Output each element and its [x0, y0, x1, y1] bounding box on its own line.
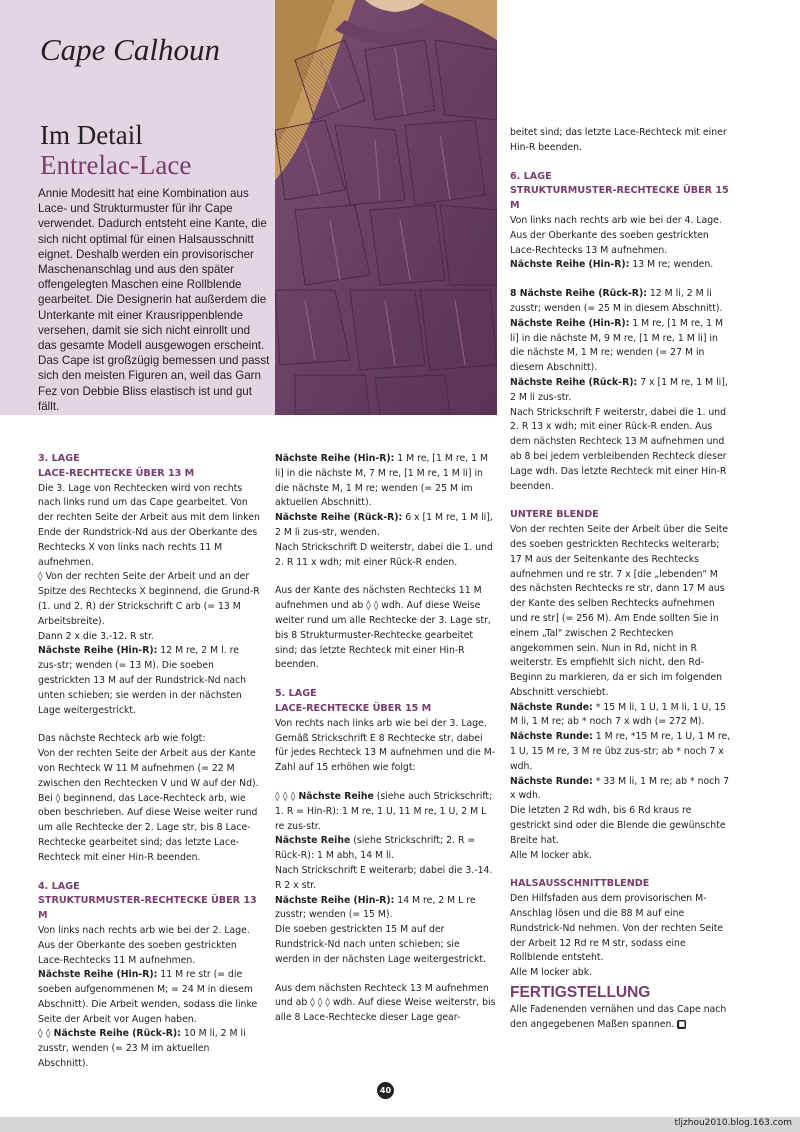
paragraph: Dann 2 x die 3.-12. R str. [38, 630, 154, 642]
paragraph: Die 3. Lage von Rechtecken wird von rechts nach links rund um das Cape gearbeitet. Von der rechten Seite der Arbeit aus mit dem linken Ende der Rundstrick-Nd aus der Oberkante des Rechtecks X von links nach rechts 11 M aufnehmen. [38, 482, 260, 568]
row-text: (siehe auch Strickschrift; 1. R = Hin-R): 1 M re, 1 U, 11 M re, 1 U, 2 M L re zus-str. [275, 790, 493, 832]
section-5-subheading: LACE-RECHTECKE ÜBER 15 M [275, 702, 432, 714]
intro-text [38, 186, 270, 414]
paragraph: Von der rechten Seite der Arbeit aus der Kante von Rechteck W 11 M aufnehmen (= 22 M zwischen den Rechtecken V und W auf der Nd). Bei ◊ beginnend, das Lace-Rechteck arb, wie oben beschrieben. Auf diese Weise weiter rund um alle Rechtecke der 2. Lage str, bis 8 Lace-Rechtecke gearbeitet sind; das letzte Lace-Rechteck mit einer Hin-R beenden. [38, 748, 259, 863]
detail-subtitle: Entrelac-Lace [40, 150, 192, 180]
paragraph [38, 644, 260, 718]
section-3-heading: 3. LAGE [38, 453, 80, 464]
row-label: Nächste Runde: [510, 775, 593, 787]
column-3 [510, 126, 732, 1033]
row-label: Nächste Reihe (Hin-R): [275, 453, 395, 464]
paragraph [510, 287, 732, 317]
row-text: * 15 M li, 1 U, 1 M li, 1 U, 15 M li, 1 M re; ab * noch 7 x wdh (= 272 M). [510, 701, 727, 728]
paragraph: Von links nach rechts arb wie bei der 2. Lage. Aus der Oberkante des soeben gestrickten Lace-Rechtecks 11 M aufnehmen. [38, 924, 250, 966]
paragraph [275, 834, 497, 864]
cape-title: Cape Calhoun [40, 32, 220, 67]
paragraph [510, 258, 732, 273]
row-label: Nächste Reihe (Hin-R): [38, 645, 158, 657]
row-text: 12 M re, 2 M l. re zus-str; wenden (= 13 M). Die soeben gestrickten 13 M auf der Rundstrick-Nd nach unten schieben; sie werden in der nächsten Lage weitergestrickt. [38, 645, 247, 716]
paragraph [275, 790, 497, 834]
row-text: (siehe Strickschrift; 2. R = Rück-R): 1 M abh, 14 M li. [275, 835, 476, 862]
knit-texture-image [275, 0, 497, 415]
paragraph: Aus der Kante des nächsten Rechtecks 11 M aufnehmen und ab ◊ ◊ wdh. Auf diese Weise weiter rund um alle Rechtecke der 3. Lage str, bis 8 Strukturmuster-Rechtecke gearbeitet sind; das letzte Rechteck mit einer Hin-R beenden. [275, 585, 491, 671]
halsausschnittblende-heading: HALSAUSSCHNITTBLENDE [510, 878, 650, 890]
row-label: Nächste Reihe [275, 835, 351, 847]
paragraph: Das nächste Rechteck arb wie folgt: [38, 733, 206, 745]
paragraph [275, 511, 497, 541]
row-label: Nächste Reihe (Hin-R): [510, 317, 630, 329]
row-text: 1 M re, [1 M re, 1 M li] in die nächste M, 9 M re, [1 M re, 1 M li] in die nächste M, 1 M re; wenden (= 27 M in diesem Abschnitt). [510, 317, 724, 374]
row-label: Nächste Reihe (Rück-R): [275, 512, 403, 524]
paragraph: Nach Strickschrift E weiterarb; dabei die 3.-14. R 2 x str. [275, 864, 493, 891]
row-text: 7 x [1 M re, 1 M li], 2 M li zus-str. [510, 376, 728, 403]
row-label: Nächste Runde: [510, 701, 593, 713]
row-text: 10 M li, 2 M li zusstr, wenden (= 23 M im aktuellen Abschnitt). [38, 1028, 246, 1070]
paragraph: Die soeben gestrickten 15 M auf der Rundstrick-Nd nach unten schieben; sie werden in der nächsten Lage weitergestrickt. [275, 924, 486, 965]
row-text: 13 M re; wenden. [629, 259, 714, 271]
paragraph: Von links nach rechts arb wie bei der 4. Lage. Aus der Oberkante des soeben gestrickten Lace-Rechtecks 13 M aufnehmen. [510, 214, 722, 256]
paragraph [510, 317, 732, 376]
paragraph: beitet sind; das letzte Lace-Rechteck mit einer Hin-R beenden. [510, 127, 727, 153]
row-text: * 33 M li, 1 M re; ab * noch 7 x wdh. [510, 775, 730, 802]
row-label: 8 Nächste Reihe (Rück-R): [510, 288, 647, 300]
paragraph: Den Hilfsfaden aus dem provisorischen M-Anschlag lösen und die 88 M auf eine Rundstrick-Nd nehmen. Von der rechten Seite der Arbeit 12 Rd re M str, sodass eine Rollblende entsteht. [510, 893, 724, 964]
paragraph [510, 1003, 732, 1033]
section-3-subheading: LACE-RECHTECKE ÜBER 13 M [38, 467, 195, 479]
paragraph: Die letzten 2 Rd wdh, bis 6 Rd kraus re gestrickt sind oder die Blende die gewünschte Breite hat. [510, 805, 726, 846]
end-mark-icon: ■ [678, 1019, 686, 1028]
section-4-subheading: STRUKTURMUSTER-RECHTECKE ÜBER 13 M [38, 895, 257, 922]
paragraph [510, 701, 732, 731]
row-text: 6 x [1 M re, 1 M li], 2 M li zus-str, wenden. [275, 512, 493, 538]
paragraph [275, 452, 497, 511]
row-label: Nächste Runde: [510, 731, 593, 743]
untere-blende-heading: UNTERE BLENDE [510, 509, 599, 521]
paragraph: Von der rechten Seite der Arbeit über die Seite des soeben gestrickten Rechtecks weiterarb; 17 M aus der Seitenkante des Rechtecks aufnehmen und re str. 7 x [die „lebenden" M des nächsten Rechtecks re str, dann 17 M aus der Kante des selben Rechtecks aufnehmen und re str] (= 256 M). Am Ende sollten Sie in einem „Tal" zwischen 2 Rechtecken angekommen sein. Nun in Rd, nicht in R weiterstr. Es empfiehlt sich nicht, den Rd-Beginn zu markieren, da er sich im folgenden Abschnitt verschiebt. [510, 524, 729, 698]
paragraph [510, 730, 732, 774]
row-text: 1 M re, [1 M re, 1 M li] in die nächste M, 7 M re, [1 M re, 1 M li] in die nächste M, 1 M re; wenden (= 25 M im aktuellen Abschnitt). [275, 453, 489, 509]
row-text: 14 M re, 2 M L re zusstr; wenden (= 15 M). [275, 894, 476, 921]
paragraph [38, 1027, 260, 1071]
paragraph: ◊ Von der rechten Seite der Arbeit und an der Spitze des Rechtecks X beginnend, die Grund-R (1. und 2. R) der Strickschrift C arb (= 13 M Arbeitsbreite). [38, 571, 260, 627]
row-label: Nächste Reihe (Rück-R): [510, 376, 638, 388]
detail-title: Im Detail [40, 120, 143, 150]
paragraph: Nach Strickschrift D weiterstr, dabei die 1. und 2. R 11 x wdh; mit einer Rück-R enden. [275, 541, 493, 568]
row-text: 12 M li, 2 M li zusstr; wenden (= 25 M in diesem Abschnitt). [510, 288, 723, 314]
footer-bar [0, 1117, 800, 1132]
paragraph: Aus dem nächsten Rechteck 13 M aufnehmen und ab ◊ ◊ ◊ wdh. Auf diese Weise weiterstr, bis alle 8 Lace-Rechtecke dieser Lage gear- [275, 982, 496, 1024]
row-label: Nächste Reihe (Hin-R): [38, 969, 158, 981]
paragraph [275, 894, 497, 924]
intro-paragraph-2: Das Cape ist großzügig bemessen und passt sich den meisten Figuren an, weil das Garn Fez von Debbie Bliss elastisch ist und gut fällt. [38, 354, 270, 413]
row-text: 11 M re str (= die soeben aufgenommenen M; = 24 M in diesem Abschnitt). Die Arbeit wenden, sodass die linke Seite der Arbeit vor Augen haben. [38, 969, 258, 1025]
page-number: 40 [377, 1082, 394, 1099]
column-1 [38, 452, 260, 1072]
paragraph: Von rechts nach links arb wie bei der 3. Lage. Gemäß Strickschrift E 8 Rechtecke str, dabei für jedes Rechteck 13 M aufnehmen und die M-Zahl auf 15 erhöhen wie folgt: [275, 717, 496, 774]
paragraph: Alle M locker abk. [510, 967, 593, 979]
row-label: ◊ ◊ ◊ Nächste Reihe [275, 790, 374, 802]
intro-paragraph: Annie Modesitt hat eine Kombination aus Lace- und Strukturmuster für ihr Cape verwendet. Dadurch entsteht eine Kante, die sich nicht optimal für einen Halsausschnitt eignet. Deshalb werden ein provisorischer Maschenanschlag und aus den später offengelegten Maschen eine Rollblende gearbeitet. Die Designerin hat außerdem die Unterkante mit einer Krausrippenblende versehen, damit sie sich nicht einrollt und das gesamte Modell ausgewogen erscheint. [38, 187, 267, 353]
fertigstellung-heading: FERTIGSTELLUNG [510, 984, 651, 1002]
row-text: Alle Fadenenden vernähen und das Cape nach den angegebenen Maßen spannen. [510, 1004, 727, 1030]
section-6-heading: 6. LAGE [510, 170, 552, 182]
column-2 [275, 452, 497, 1026]
row-text: 1 M re, *15 M re, 1 U, 1 M re, 1 U, 15 M re, 3 M re übz zus-str; ab * noch 7 x wdh. [510, 731, 731, 772]
paragraph [38, 968, 260, 1027]
section-5-heading: 5. LAGE [275, 688, 317, 700]
row-label: Nächste Reihe (Hin-R): [275, 894, 395, 906]
row-label: Nächste Reihe (Hin-R): [510, 259, 630, 271]
paragraph [510, 775, 732, 805]
section-4-heading: 4. LAGE [38, 880, 80, 892]
paragraph [510, 376, 732, 406]
paragraph: Alle M locker abk. [510, 849, 593, 861]
cape-photo [275, 0, 497, 415]
row-label: ◊ ◊ Nächste Reihe (Rück-R): [38, 1028, 181, 1040]
paragraph: Nach Strickschrift F weiterstr, dabei die 1. und 2. R 13 x wdh; mit einer Rück-R enden. Aus dem nächsten Rechteck 13 M aufnehmen und ab 8 bei jedem verbleibenden Rechteck dieser Lage wdh. Das letzte Rechteck mit einer Hin-R beenden. [510, 406, 727, 492]
section-6-subheading: STRUKTURMUSTER-RECHTECKE ÜBER 15 M [510, 185, 729, 212]
intro-panel [0, 0, 275, 415]
watermark-url: tljzhou2010.blog.163.com [674, 1118, 792, 1128]
